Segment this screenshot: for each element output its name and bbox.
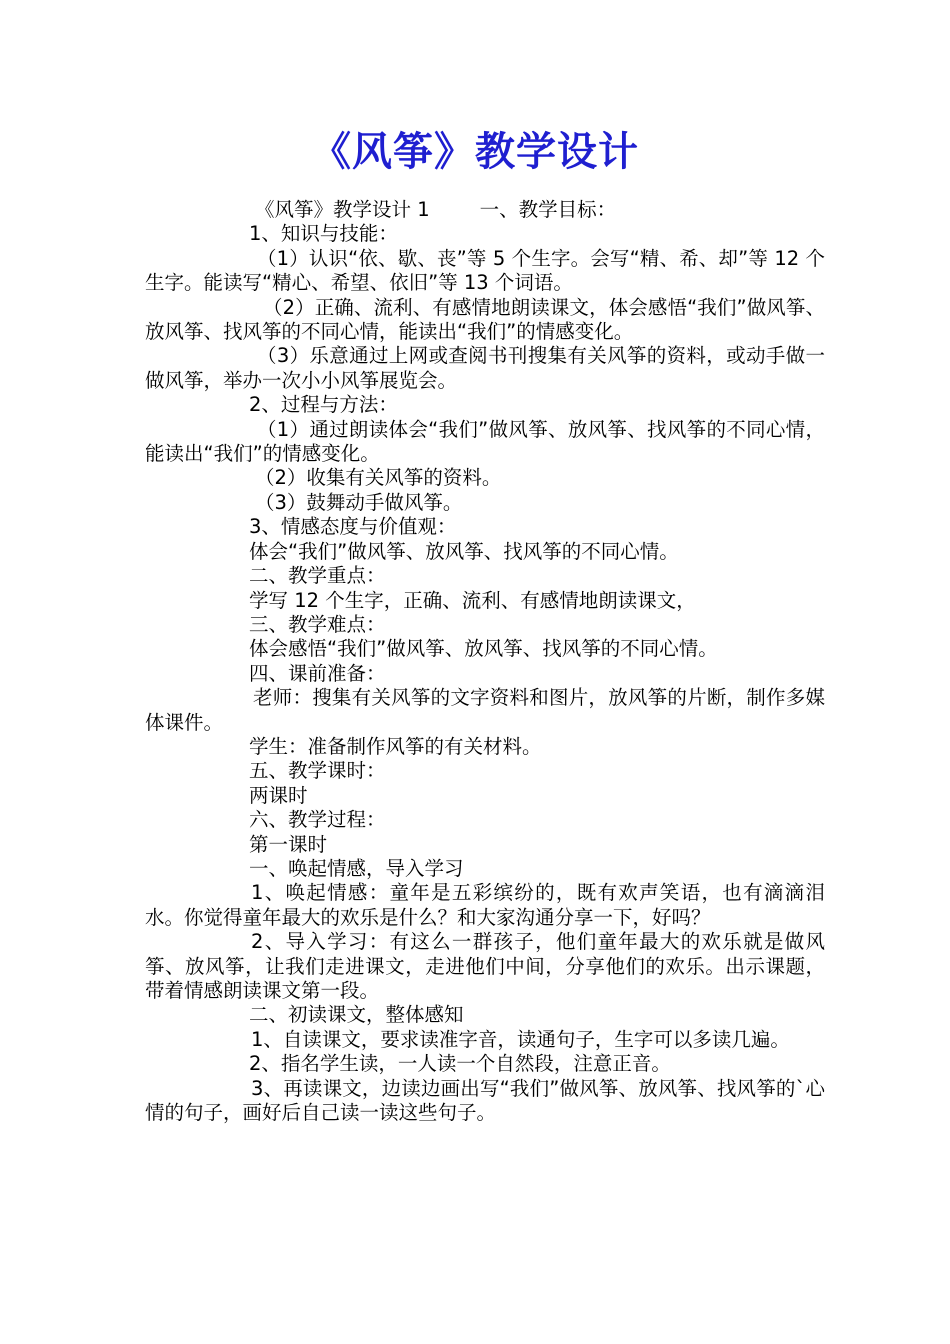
paragraph (255, 198, 825, 222)
paragraph: 3、情感态度与价值观： (249, 515, 457, 539)
paragraph: 五、教学课时： (249, 759, 386, 783)
paragraph: 六、教学过程： (249, 808, 386, 832)
paragraph: 2、过程与方法： (249, 393, 398, 417)
paragraph: （3）乐意通过上网或查阅书刊搜集有关风筝的资料，或动手做一做风筝，举办一次小小风筝展览会。 (145, 344, 825, 392)
paragraph: 二、初读课文，整体感知 (249, 1003, 464, 1027)
paragraph: 两课时 (249, 783, 308, 807)
paragraph: 三、教学难点： (249, 612, 386, 636)
paragraph: 2、导入学习：有这么一群孩子，他们童年最大的欢乐就是做风筝、放风筝，让我们走进课文，走进他们中间，分享他们的欢乐。出示课题，带着情感朗读课文第一段。 (145, 930, 825, 1002)
paragraph: 学写 12 个生字，正确、流利、有感情地朗读课文， (249, 588, 696, 612)
paragraph: 3、再读课文，边读边画出写“我们”做风筝、放风筝、找风筝的`心情的句子，画好后自己读一读这些句子。 (145, 1076, 825, 1125)
paragraph: （1）通过朗读体会“我们”做风筝、放风筝、找风筝的不同心情，能读出“我们”的情感变化。 (145, 417, 825, 466)
paragraph: 学生：准备制作风筝的有关材料。 (249, 734, 542, 758)
paragraph: （2）收集有关风筝的资料。 (255, 466, 502, 490)
paragraph: 一、唤起情感，导入学习 (249, 856, 464, 880)
paragraph: 四、课前准备： (249, 661, 386, 685)
paragraph: 第一课时 (249, 832, 328, 856)
document-body (145, 198, 825, 1125)
paragraph: （1）认识“依、歇、丧”等 5 个生字。会写“精、希、却”等 12 个生字。能读写“精心、希望、依旧”等 13 个词语。 (145, 246, 825, 295)
paragraph: 1、唤起情感：童年是五彩缤纷的，既有欢声笑语，也有滴滴泪水。你觉得童年最大的欢乐是什么？和大家沟通分享一下，好吗？ (145, 881, 825, 929)
paragraph: 2、指名学生读，一人读一个自然段，注意正音。 (249, 1052, 671, 1076)
section-heading: 一、教学目标： (479, 198, 617, 221)
subtitle-text: 《风筝》教学设计 1 (255, 198, 430, 221)
paragraph: 老师：搜集有关风筝的文字资料和图片，放风筝的片断，制作多媒体课件。 (145, 686, 825, 734)
paragraph: 体会感悟“我们”做风筝、放风筝、找风筝的不同心情。 (249, 637, 718, 661)
document-title: 《风筝》教学设计 (311, 129, 639, 175)
paragraph: （3）鼓舞动手做风筝。 (255, 490, 463, 514)
paragraph: 1、知识与技能： (249, 222, 398, 246)
paragraph: 体会“我们”做风筝、放风筝、找风筝的不同心情。 (249, 539, 679, 563)
paragraph: 二、教学重点： (249, 564, 386, 588)
paragraph: （2）正确、流利、有感情地朗读课文，体会感悟“我们”做风筝、放风筝、找风筝的不同心情，能读出“我们”的情感变化。 (145, 295, 825, 344)
paragraph: 1、自读课文，要求读准字音，读通句子，生字可以多读几遍。 (251, 1027, 790, 1051)
